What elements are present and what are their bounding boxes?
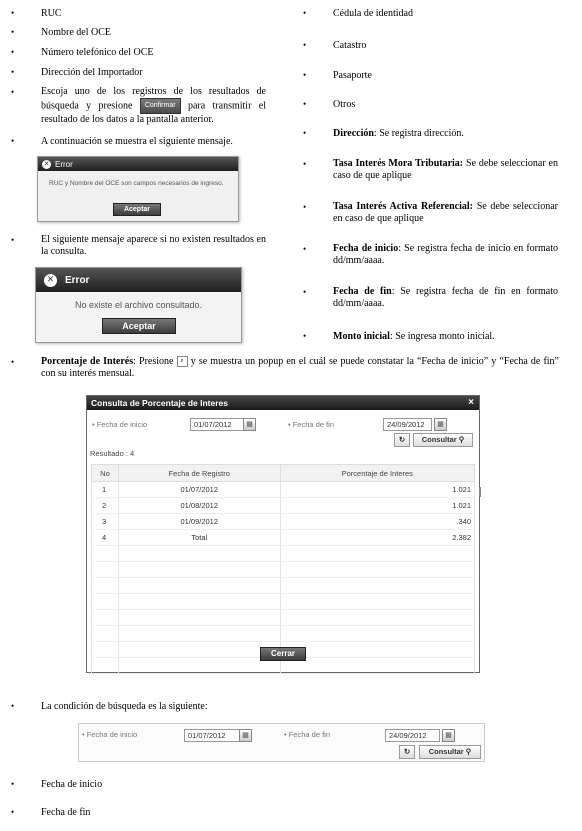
table-header (92, 465, 475, 482)
table-cell (92, 642, 119, 658)
table-cell: 01/08/2012 (118, 498, 280, 514)
bottom-list-item: • Fecha de fin (11, 807, 91, 818)
popup-title: Consulta de Porcentaje de Interes (91, 398, 228, 408)
table-row[interactable] (92, 530, 475, 546)
table-cell (92, 594, 119, 610)
refresh-icon[interactable]: ↻ (394, 433, 410, 447)
search-panel (78, 723, 485, 762)
right-list-item: • Catastro (303, 40, 367, 51)
left-list-item: • RUC (11, 8, 62, 19)
error-dialog-large (35, 267, 242, 343)
left-list-item: • Dirección del Importador (11, 67, 143, 78)
interest-table (91, 464, 475, 674)
porcentaje-paragraph: • Porcentaje de Interés: Presione ⌕ y se muestra un popup en el cuál se puede constatar la “Fecha de inicio” y “Fecha de fin” con su interés mensual. (11, 356, 559, 379)
fecha-fin-input[interactable]: 24/09/2012 (385, 729, 440, 742)
right-list-item: • Fecha de inicio: Se registra fecha de inicio en formato dd/mm/aaaa. (303, 243, 558, 266)
bullet-icon: • (303, 128, 307, 138)
table-cell (92, 562, 119, 578)
bullet-icon: • (303, 159, 307, 169)
consultar-button[interactable]: Consultar ⚲ (413, 433, 473, 447)
calendar-icon[interactable]: ▦ (434, 418, 447, 431)
search-icon: ⚲ (463, 747, 472, 756)
table-cell (280, 546, 474, 562)
fecha-inicio-label: • Fecha de inicio (82, 730, 138, 739)
continuacion-paragraph: • A continuación se muestra el siguiente mensaje. (11, 136, 233, 147)
empty-table-row (92, 594, 475, 610)
table-cell: 1.021 (280, 498, 474, 514)
table-cell (92, 610, 119, 626)
siguiente-paragraph: • El siguiente mensaje aparece si no existen resultados en la consulta. (11, 234, 266, 257)
bullet-icon: • (11, 8, 15, 18)
bullet-icon: • (11, 67, 15, 77)
error-title: Error (55, 159, 73, 169)
resultado-label: Resultado : 4 (90, 449, 135, 458)
table-cell: 1.021 (280, 482, 474, 498)
table-cell (118, 658, 280, 674)
fecha-fin-label: • Fecha de fin (288, 420, 334, 429)
interest-popup (86, 395, 480, 673)
escoja-paragraph: • Escoja uno de los registros de los resultados de búsqueda y presione Confirmar para transmitir el resultado de los datos a la pantalla anterior. (11, 86, 267, 125)
bullet-icon: • (303, 331, 307, 341)
table-cell: 1 (92, 482, 119, 498)
consultar-button[interactable]: Consultar ⚲ (419, 745, 481, 759)
empty-table-row (92, 546, 475, 562)
error-dialog-small (37, 156, 239, 222)
bullet-icon: • (11, 807, 15, 817)
calendar-icon[interactable]: ▦ (442, 729, 455, 742)
table-row[interactable] (92, 498, 475, 514)
fecha-fin-input[interactable]: 24/09/2012 (383, 418, 432, 431)
bullet-icon: • (11, 235, 15, 245)
column-header: No (92, 465, 119, 482)
right-list-item: • Monto inicial: Se ingresa monto inicial. (303, 331, 495, 342)
magnifier-icon[interactable]: ⌕ (177, 356, 188, 367)
refresh-icon[interactable]: ↻ (399, 745, 415, 759)
table-cell: .340 (280, 514, 474, 530)
bullet-icon: • (11, 87, 15, 97)
table-cell (92, 658, 119, 674)
fecha-inicio-input[interactable]: 01/07/2012 (190, 418, 245, 431)
fecha-fin-label: • Fecha de fin (284, 730, 330, 739)
table-cell: 4 (92, 530, 119, 546)
empty-table-row (92, 562, 475, 578)
fecha-inicio-label: • Fecha de inicio (92, 420, 148, 429)
bullet-icon: • (11, 701, 15, 711)
bullet-icon: • (11, 47, 15, 57)
cerrar-button[interactable]: Cerrar (260, 647, 306, 661)
table-cell (280, 594, 474, 610)
fecha-inicio-input[interactable]: 01/07/2012 (184, 729, 241, 742)
search-icon: ⚲ (456, 435, 465, 444)
table-cell: 3 (92, 514, 119, 530)
empty-table-row (92, 626, 475, 642)
table-cell: 01/09/2012 (118, 514, 280, 530)
table-cell (92, 546, 119, 562)
bullet-icon: • (303, 244, 307, 254)
empty-table-row (92, 578, 475, 594)
right-list-item: • Tasa Interés Activa Referencial: Se debe seleccionar en caso de que aplique (303, 201, 558, 224)
close-icon[interactable]: × (468, 397, 474, 408)
table-cell (280, 658, 474, 674)
right-list-item: • Pasaporte (303, 70, 372, 81)
bullet-icon: • (11, 357, 15, 367)
column-header: Fecha de Registro (118, 465, 280, 482)
table-cell: 2.382 (280, 530, 474, 546)
bottom-list-item: • Fecha de inicio (11, 779, 103, 790)
error-title: Error (65, 274, 90, 286)
bullet-icon: • (303, 40, 307, 50)
bullet-icon: • (303, 99, 307, 109)
table-cell (280, 610, 474, 626)
column-header: Porcentaje de Interes (280, 465, 474, 482)
calendar-icon[interactable]: ▦ (239, 729, 252, 742)
bullet-icon: • (11, 779, 15, 789)
right-list-item: • Otros (303, 99, 356, 110)
condicion-paragraph: • La condición de búsqueda es la siguiente: (11, 701, 208, 712)
empty-table-row (92, 610, 475, 626)
table-cell: 01/07/2012 (118, 482, 280, 498)
table-cell (280, 642, 474, 658)
left-list-item: • Nombre del OCE (11, 27, 111, 38)
table-cell (92, 626, 119, 642)
bullet-icon: • (303, 8, 307, 18)
confirmar-button[interactable]: Confirmar (140, 98, 181, 114)
table-cell (118, 546, 280, 562)
aceptar-button[interactable]: Aceptar (102, 318, 176, 334)
error-icon: ✕ (43, 160, 50, 168)
scroll-marker (479, 487, 481, 497)
left-list-item: • Número telefónico del OCE (11, 47, 154, 58)
error-message: RUC y Nombre del OCE son campos necesarios de ingreso. (49, 180, 224, 187)
right-list-item: • Fecha de fin: Se registra fecha de fin en formato dd/mm/aaaa. (303, 286, 558, 309)
table-cell (118, 578, 280, 594)
table-row[interactable] (92, 514, 475, 530)
table-cell (118, 594, 280, 610)
table-cell (92, 578, 119, 594)
bullet-icon: • (303, 287, 307, 297)
bullet-icon: • (11, 136, 15, 146)
table-row[interactable] (92, 482, 475, 498)
table-cell (118, 642, 280, 658)
right-list-item: • Cédula de identidad (303, 8, 413, 19)
table-cell (118, 626, 280, 642)
error-icon: ✕ (44, 274, 57, 287)
popup-title-bar (87, 396, 479, 410)
bullet-icon: • (11, 27, 15, 37)
table-cell (118, 562, 280, 578)
bullet-icon: • (303, 70, 307, 80)
table-cell (280, 562, 474, 578)
right-list-item: • Dirección: Se registra dirección. (303, 128, 464, 139)
aceptar-button[interactable]: Aceptar (113, 203, 161, 216)
table-cell (280, 626, 474, 642)
table-cell (118, 610, 280, 626)
table-cell: 2 (92, 498, 119, 514)
table-cell: Total (118, 530, 280, 546)
right-list-item: • Tasa Interés Mora Tributaria: Se debe seleccionar en caso de que aplique (303, 158, 558, 181)
error-message: No existe el archivo consultado. (74, 300, 203, 310)
calendar-icon[interactable]: ▦ (243, 418, 256, 431)
table-cell (280, 578, 474, 594)
bullet-icon: • (303, 202, 307, 212)
